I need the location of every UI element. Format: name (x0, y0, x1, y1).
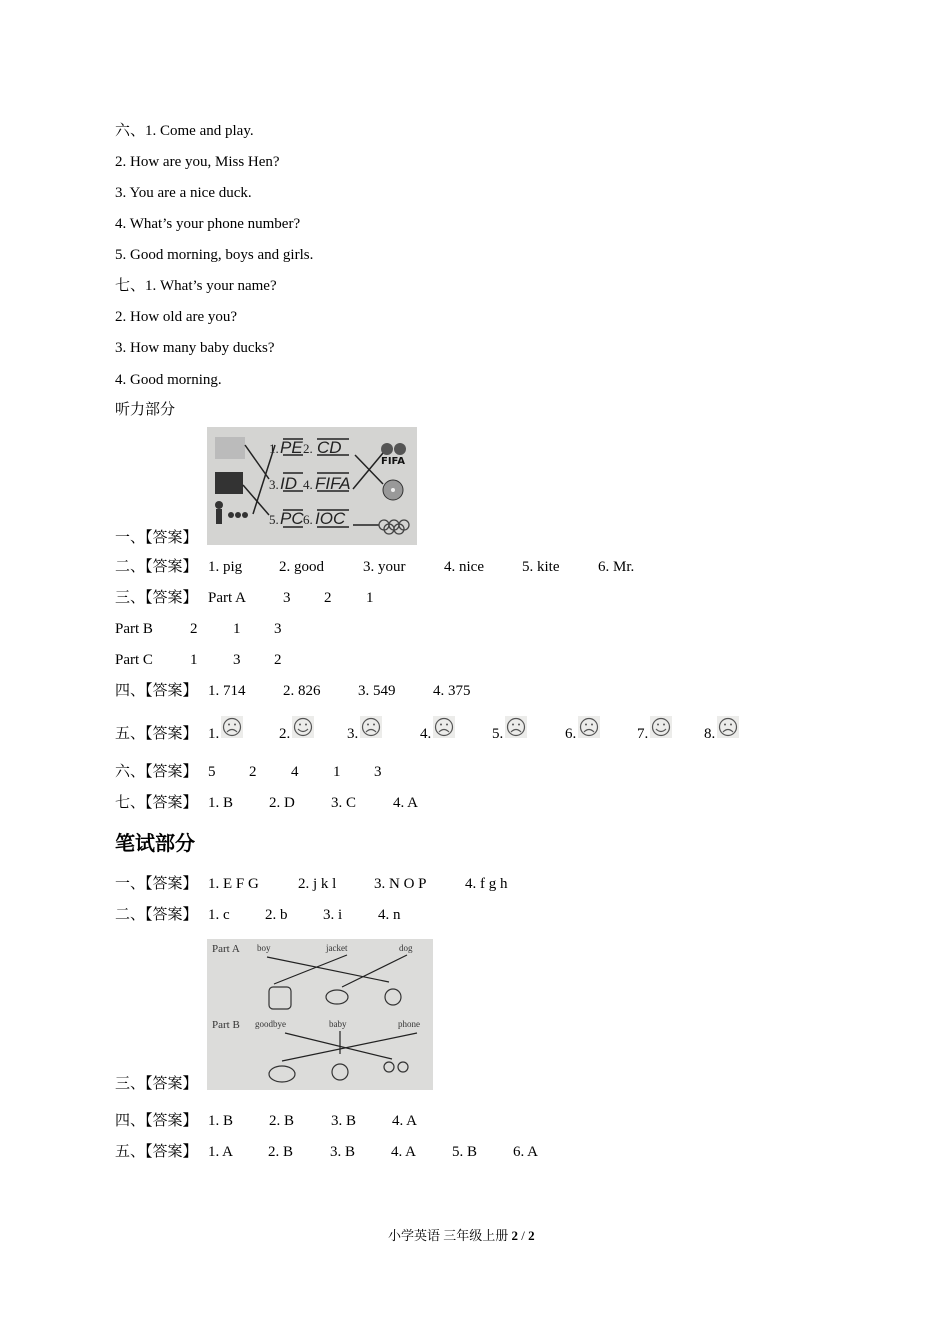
part-a-label: Part A (212, 943, 240, 955)
answer-item: 3 (233, 652, 241, 668)
answer-item: 2. B (269, 1113, 295, 1129)
answer-item: 4. f g h (465, 876, 508, 892)
word: PC (280, 509, 304, 528)
answer-item: 8. (704, 726, 716, 742)
part-label: Part B (115, 621, 153, 637)
answer-item: 3. B (330, 1144, 356, 1160)
answer-item: 3. your (363, 559, 406, 575)
computer-icon (215, 472, 243, 494)
answer-item: 2. 826 (283, 683, 321, 699)
answer-item: 4. (420, 726, 432, 742)
answer-item: 3. N O P (374, 876, 427, 892)
answer-label: 二、【答案】 (115, 559, 198, 575)
s6-line: 5. Good morning, boys and girls. (115, 247, 314, 263)
card-icon (215, 437, 245, 459)
section-title-listening: 听力部分 (115, 402, 176, 418)
olympic-rings-icon (379, 520, 409, 534)
part-label: Part C (115, 652, 153, 668)
answer-item: 5. B (452, 1144, 478, 1160)
s7-line: 七、1. What’s your name? (115, 278, 277, 294)
s7-line: 3. How many baby ducks? (115, 340, 275, 356)
footer-page: 2 (511, 1228, 519, 1243)
sad-face-icon (505, 716, 527, 738)
answer-item: 2 (324, 590, 332, 606)
answer-item: 3. (347, 726, 359, 742)
phone-icon (269, 1066, 295, 1082)
answer-item: 3 (283, 590, 291, 606)
answer-item: 2. b (265, 907, 288, 923)
dog-icon (326, 990, 348, 1004)
sad-face-icon (717, 716, 739, 738)
answer-item: 2 (249, 764, 257, 780)
answer-item: 1. E F G (208, 876, 259, 892)
word: baby (329, 1019, 347, 1029)
word: dog (399, 943, 413, 953)
answer-item: 4. A (391, 1144, 417, 1160)
answer-item: 1. (208, 726, 220, 742)
footer-total: 2 (528, 1228, 535, 1243)
answer-item: 2 (190, 621, 198, 637)
num: 1. (269, 441, 279, 456)
word: boy (257, 943, 271, 953)
answer-item: 7. (637, 726, 649, 742)
word: FIFA (315, 474, 351, 493)
answer-item: 4 (291, 764, 299, 780)
section-title-written: 笔试部分 (115, 831, 195, 855)
word: PE (280, 438, 303, 457)
answer-item: 6. A (513, 1144, 539, 1160)
answer-item: 5. (492, 726, 504, 742)
s7-line: 2. How old are you? (115, 309, 238, 325)
people-icon (215, 501, 248, 524)
people-icon (384, 1062, 394, 1072)
num: 5. (269, 512, 279, 527)
word: jacket (326, 943, 348, 953)
answer-item: 1. B (208, 1113, 234, 1129)
answer-item: 4. nice (444, 559, 484, 575)
part-b-label: Part B (212, 1019, 240, 1031)
answer-item: 1 (233, 621, 241, 637)
answer-item: 3. B (331, 1113, 357, 1129)
answer-label: 七、【答案】 (115, 795, 198, 811)
answer-item: 5 (208, 764, 216, 780)
sad-face-icon (433, 716, 455, 738)
answer-label: 二、【答案】 (115, 907, 198, 923)
s7-line: 4. Good morning. (115, 372, 222, 388)
s6-line: 4. What’s your phone number? (115, 216, 301, 232)
answer-item: 3 (274, 621, 282, 637)
answer-label: 四、【答案】 (115, 683, 198, 699)
answer-item: 2. (279, 726, 291, 742)
answer-item: 1 (190, 652, 198, 668)
matching-image-abbreviations (207, 427, 417, 545)
happy-face-icon (292, 716, 314, 738)
answer-label: 三、【答案】 (115, 1076, 198, 1092)
answer-item: 1. B (208, 795, 234, 811)
word: IOC (315, 509, 346, 528)
s6-line: 3. You are a nice duck. (115, 185, 252, 201)
answer-item: 4. 375 (433, 683, 471, 699)
sad-face-icon (360, 716, 382, 738)
matching-image-words (207, 939, 433, 1090)
answer-label: 一、【答案】 (115, 876, 198, 892)
num: 3. (269, 477, 279, 492)
s6-line: 六、1. Come and play. (115, 123, 254, 139)
happy-face-icon (650, 716, 672, 738)
answer-item: 3 (374, 764, 382, 780)
sad-face-icon (221, 716, 243, 738)
answer-item: 5. kite (522, 559, 560, 575)
answer-item: 3. C (331, 795, 357, 811)
answer-item: 1 (333, 764, 341, 780)
num: 4. (303, 477, 313, 492)
fifa-logo: FIFA (381, 456, 405, 467)
answer-item: 4. A (393, 795, 419, 811)
answer-item: 4. A (392, 1113, 418, 1129)
s6-line: 2. How are you, Miss Hen? (115, 154, 280, 170)
word: phone (398, 1019, 420, 1029)
answer-label: 三、【答案】 (115, 590, 198, 606)
answer-item: 4. n (378, 907, 401, 923)
answer-label: 六、【答案】 (115, 764, 198, 780)
answer-label: 一、【答案】 (115, 530, 198, 546)
footer-subject: 小学英语 三年级上册 (388, 1228, 509, 1243)
answer-label: 四、【答案】 (115, 1113, 198, 1129)
answer-item: 1. c (208, 907, 230, 923)
page-footer (388, 1227, 535, 1245)
word: ID (280, 474, 297, 493)
answer-item: 2. B (268, 1144, 294, 1160)
answer-item: 1. pig (208, 559, 243, 575)
jacket-icon (269, 987, 291, 1009)
baby-icon (332, 1064, 348, 1080)
answer-item: 2. good (279, 559, 324, 575)
answer-item: 3. 549 (358, 683, 396, 699)
word: goodbye (255, 1019, 286, 1029)
answer-item: 6. (565, 726, 577, 742)
answer-item: 1. A (208, 1144, 234, 1160)
num: 2. (303, 441, 313, 456)
footer-sep: / (521, 1228, 525, 1243)
word: CD (317, 438, 342, 457)
answer-item: 2. j k l (298, 876, 337, 892)
part-label: Part A (208, 590, 246, 606)
answer-label: 五、【答案】 (115, 1144, 198, 1160)
answer-item: 1. 714 (208, 683, 246, 699)
boy-icon (385, 989, 401, 1005)
answer-item: 6. Mr. (598, 559, 635, 575)
answer-item: 2 (274, 652, 282, 668)
answer-label: 五、【答案】 (115, 726, 198, 742)
num: 6. (303, 512, 313, 527)
answer-item: 1 (366, 590, 374, 606)
sad-face-icon (578, 716, 600, 738)
answer-item: 3. i (323, 907, 343, 923)
answer-item: 2. D (269, 795, 295, 811)
